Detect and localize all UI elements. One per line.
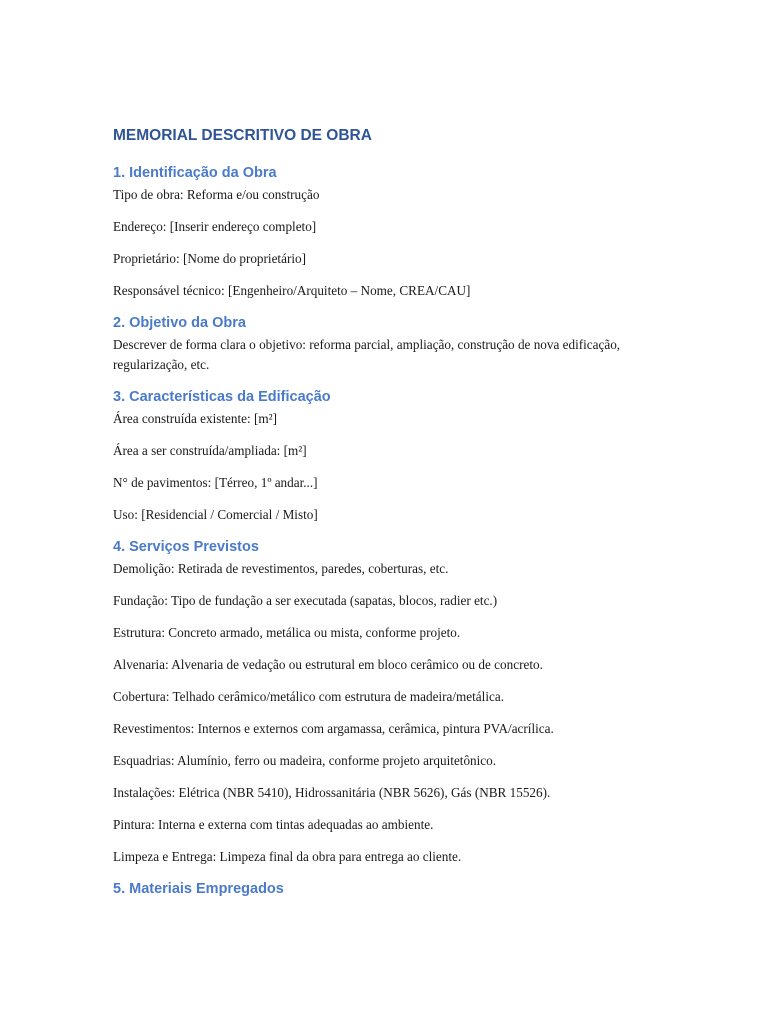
paragraph-area-existente: Área construída existente: [m²] — [113, 411, 277, 426]
paragraph-proprietario: Proprietário: [Nome do proprietário] — [113, 251, 306, 266]
section-objetivo — [113, 313, 673, 375]
section-servicos — [113, 537, 673, 867]
paragraph-alvenaria: Alvenaria: Alvenaria de vedação ou estrutural em bloco cerâmico ou de concreto. — [113, 657, 543, 672]
paragraph-tipo-obra: Tipo de obra: Reforma e/ou construção — [113, 187, 320, 202]
section-materiais — [113, 879, 673, 899]
paragraph-limpeza: Limpeza e Entrega: Limpeza final da obra para entrega ao cliente. — [113, 849, 462, 864]
section-caracteristicas — [113, 387, 673, 525]
paragraph-revestimentos: Revestimentos: Internos e externos com argamassa, cerâmica, pintura PVA/acrílica. — [113, 721, 554, 736]
document-page — [113, 126, 673, 901]
section-heading: 4. Serviços Previstos — [113, 539, 259, 555]
paragraph-endereco: Endereço: [Inserir endereço completo] — [113, 219, 317, 234]
paragraph-pavimentos: N° de pavimentos: [Térreo, 1º andar...] — [113, 475, 318, 490]
paragraph-objetivo: Descrever de forma clara o objetivo: reforma parcial, ampliação, construção de nova edificação, regularização, etc. — [113, 337, 621, 372]
paragraph-area-construida: Área a ser construída/ampliada: [m²] — [113, 443, 307, 458]
paragraph-pintura: Pintura: Interna e externa com tintas adequadas ao ambiente. — [113, 817, 434, 832]
paragraph-esquadrias: Esquadrias: Alumínio, ferro ou madeira, conforme projeto arquitetônico. — [113, 753, 497, 768]
paragraph-estrutura: Estrutura: Concreto armado, metálica ou mista, conforme projeto. — [113, 625, 461, 640]
section-heading: 3. Características da Edificação — [113, 389, 331, 405]
paragraph-uso: Uso: [Residencial / Comercial / Misto] — [113, 507, 318, 522]
paragraph-instalacoes: Instalações: Elétrica (NBR 5410), Hidrossanitária (NBR 5626), Gás (NBR 15526). — [113, 785, 551, 800]
paragraph-fundacao: Fundação: Tipo de fundação a ser executada (sapatas, blocos, radier etc.) — [113, 593, 498, 608]
section-identificacao — [113, 163, 673, 301]
document-title: MEMORIAL DESCRITIVO DE OBRA — [113, 127, 372, 144]
section-heading: 2. Objetivo da Obra — [113, 315, 246, 331]
section-heading: 1. Identificação da Obra — [113, 165, 277, 181]
section-heading: 5. Materiais Empregados — [113, 881, 284, 897]
paragraph-demolicao: Demolição: Retirada de revestimentos, paredes, coberturas, etc. — [113, 561, 449, 576]
paragraph-cobertura: Cobertura: Telhado cerâmico/metálico com estrutura de madeira/metálica. — [113, 689, 504, 704]
paragraph-responsavel: Responsável técnico: [Engenheiro/Arquiteto – Nome, CREA/CAU] — [113, 283, 471, 298]
